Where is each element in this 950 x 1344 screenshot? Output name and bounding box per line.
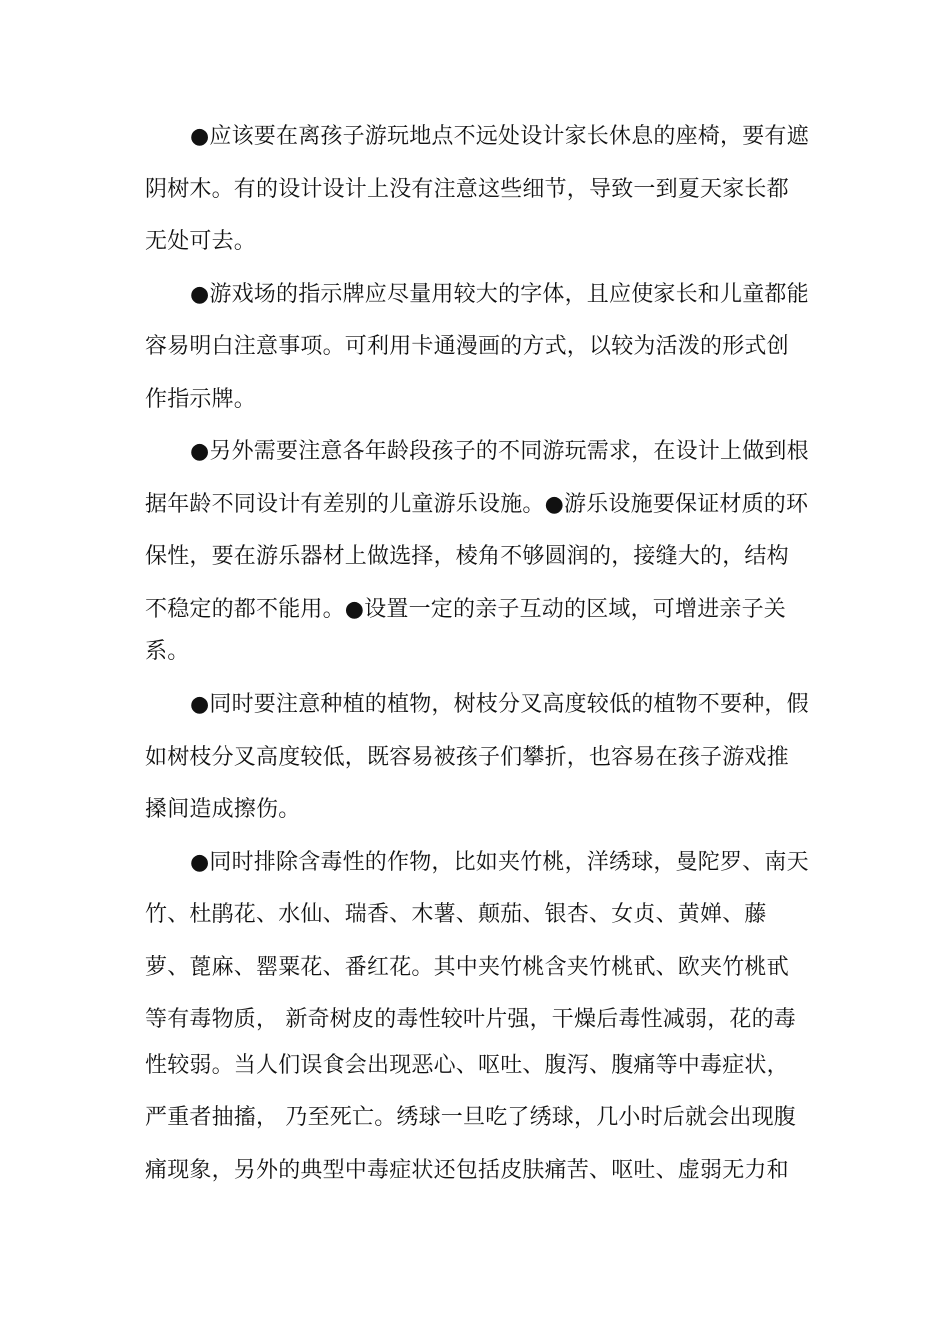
paragraph-3-line-4: 不稳定的都不能用。●设置一定的亲子互动的区域，可增进亲子关 bbox=[145, 597, 786, 622]
paragraph-5-line-7: 痛现象，另外的典型中毒症状还包括皮肤痛苦、呕吐、虚弱无力和 bbox=[145, 1158, 789, 1183]
paragraph-3-line-3: 保性，要在游乐器材上做选择，棱角不够圆润的，接缝大的，结构 bbox=[145, 544, 789, 569]
paragraph-2-line-1: ●游戏场的指示牌应尽量用较大的字体，且应使家长和儿童都能 bbox=[190, 282, 809, 307]
paragraph-2-line-3: 作指示牌。 bbox=[145, 387, 257, 412]
paragraph-1-line-3: 无处可去。 bbox=[145, 229, 257, 254]
paragraph-3-line-5: 系。 bbox=[145, 639, 190, 664]
paragraph-2-line-2: 容易明白注意事项。可利用卡通漫画的方式，以较为活泼的形式创 bbox=[145, 334, 789, 359]
paragraph-5-line-2: 竹、杜鹃花、水仙、瑞香、木薯、颠茄、银杏、女贞、黄婵、藤 bbox=[145, 902, 767, 927]
paragraph-5-line-5: 性较弱。当人们误食会出现恶心、呕吐、腹泻、腹痛等中毒症状， bbox=[145, 1053, 789, 1078]
paragraph-3-line-1: ●另外需要注意各年龄段孩子的不同游玩需求，在设计上做到根 bbox=[190, 439, 809, 464]
paragraph-5-line-3: 萝、蓖麻、罂粟花、番红花。其中夹竹桃含夹竹桃甙、欧夹竹桃甙 bbox=[145, 955, 789, 980]
paragraph-5-line-1: ●同时排除含毒性的作物，比如夹竹桃，洋绣球，曼陀罗、南天 bbox=[190, 850, 809, 875]
paragraph-5-line-4: 等有毒物质， 新奇树皮的毒性较叶片强，干燥后毒性减弱，花的毒 bbox=[145, 1007, 796, 1032]
paragraph-1-line-1: ●应该要在离孩子游玩地点不远处设计家长休息的座椅，要有遮 bbox=[190, 124, 809, 149]
paragraph-4-line-1: ●同时要注意种植的植物，树枝分叉高度较低的植物不要种，假 bbox=[190, 692, 809, 717]
paragraph-4-line-2: 如树枝分叉高度较低，既容易被孩子们攀折，也容易在孩子游戏推 bbox=[145, 745, 789, 770]
paragraph-3-line-2: 据年龄不同设计有差别的儿童游乐设施。●游乐设施要保证材质的环 bbox=[145, 492, 809, 517]
paragraph-5-line-6: 严重者抽搐， 乃至死亡。绣球一旦吃了绣球，几小时后就会出现腹 bbox=[145, 1105, 796, 1130]
paragraph-4-line-3: 搡间造成擦伤。 bbox=[145, 797, 301, 822]
paragraph-1-line-2: 阴树木。有的设计设计上没有注意这些细节，导致一到夏天家长都 bbox=[145, 177, 789, 202]
